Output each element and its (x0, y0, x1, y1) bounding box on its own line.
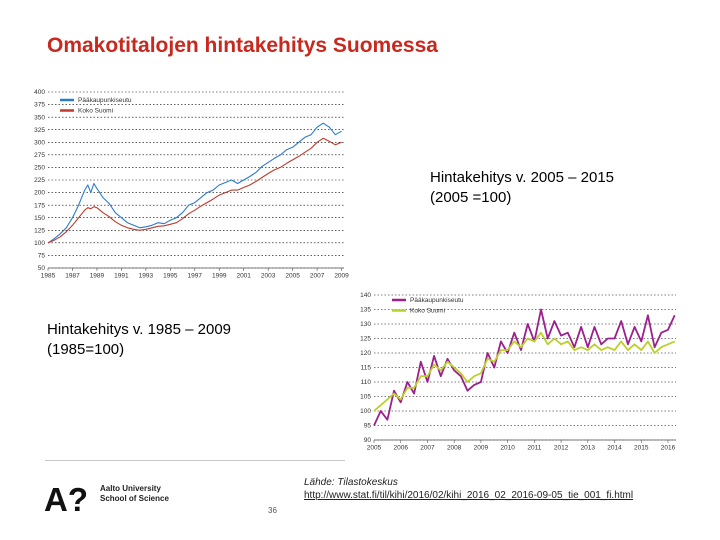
logo-mark: A? (44, 482, 88, 516)
caption-2005-2015-line2: (2005 =100) (430, 189, 512, 206)
y-tick-label: 375 (34, 101, 45, 109)
y-tick-label: 125 (34, 227, 45, 235)
x-tick-label: 2007 (309, 272, 325, 280)
y-tick-label: 225 (34, 177, 45, 185)
footer-divider (45, 460, 345, 461)
series-line-paakaupunkiseutu (48, 123, 342, 243)
y-tick-label: 125 (360, 335, 371, 343)
y-tick-label: 275 (34, 152, 45, 160)
y-tick-label: 400 (34, 89, 45, 97)
x-tick-label: 1991 (114, 272, 129, 280)
y-tick-label: 135 (360, 306, 371, 314)
x-tick-label: 2001 (236, 272, 251, 280)
x-tick-label: 2010 (500, 444, 515, 452)
x-tick-label: 2016 (660, 444, 676, 452)
y-tick-label: 300 (34, 139, 45, 147)
y-tick-label: 250 (34, 164, 45, 172)
y-tick-label: 75 (37, 252, 45, 260)
y-tick-label: 120 (360, 350, 371, 358)
x-tick-label: 1997 (187, 272, 203, 280)
x-tick-label: 2009 (473, 444, 489, 452)
x-tick-label: 2011 (527, 444, 542, 452)
source-link[interactable]: http://www.stat.fi/til/kihi/2016/02/kihi_2016_02_2016-09-05_tie_001_fi.html (304, 490, 634, 501)
x-tick-label: 1987 (65, 272, 80, 280)
chart-2005-2015 (348, 290, 688, 460)
x-tick-label: 2009 (334, 272, 349, 280)
university-line2: School of Science (100, 494, 169, 503)
x-tick-label: 2007 (420, 444, 435, 452)
y-tick-label: 105 (360, 393, 371, 401)
caption-2005-2015-line1: Hintakehitys v. 2005 – 2015 (430, 169, 615, 186)
x-tick-label: 1985 (40, 272, 56, 280)
aalto-logo-icon (44, 482, 96, 516)
caption-1985-2009-line2: (1985=100) (47, 341, 125, 358)
y-tick-label: 95 (363, 422, 371, 430)
y-tick-label: 50 (37, 265, 45, 273)
y-tick-label: 175 (34, 202, 45, 210)
x-tick-label: 1999 (212, 272, 227, 280)
y-tick-label: 90 (363, 437, 371, 445)
legend-label: Koko Suomi (78, 107, 114, 115)
y-tick-label: 350 (34, 114, 45, 122)
y-tick-label: 200 (34, 189, 45, 197)
y-tick-label: 150 (34, 214, 45, 222)
x-tick-label: 2005 (366, 444, 382, 452)
slide-title: Omakotitalojen hintakehitys Suomessa (47, 34, 438, 57)
x-tick-label: 1989 (89, 272, 105, 280)
legend-label: Koko Suomi (410, 307, 446, 315)
x-tick-label: 1993 (138, 272, 154, 280)
y-tick-label: 110 (360, 379, 371, 387)
x-tick-label: 2003 (260, 272, 276, 280)
x-tick-label: 2008 (446, 444, 462, 452)
y-tick-label: 130 (360, 321, 371, 329)
y-tick-label: 325 (34, 126, 45, 134)
caption-1985-2009 (47, 320, 231, 360)
x-tick-label: 2013 (580, 444, 596, 452)
y-tick-label: 115 (360, 364, 371, 372)
caption-2005-2015 (430, 168, 614, 208)
x-tick-label: 2005 (285, 272, 300, 280)
source-note (304, 476, 633, 502)
x-tick-label: 2015 (634, 444, 649, 452)
university-line1: Aalto University (100, 484, 161, 493)
source-label: Lähde: Tilastokeskus (304, 477, 398, 488)
x-tick-label: 2012 (553, 444, 569, 452)
y-tick-label: 100 (34, 240, 45, 248)
y-tick-label: 140 (360, 292, 371, 300)
university-name (100, 484, 169, 504)
page-number: 36 (268, 506, 277, 515)
legend-label: Pääkaupunkiseutu (78, 97, 132, 105)
legend-label: Pääkaupunkiseutu (410, 297, 464, 305)
x-tick-label: 1995 (163, 272, 178, 280)
chart-1985-2009 (26, 86, 356, 286)
x-tick-label: 2014 (607, 444, 622, 452)
x-tick-label: 2006 (393, 444, 408, 452)
caption-1985-2009-line1: Hintakehitys v. 1985 – 2009 (47, 321, 232, 338)
y-tick-label: 100 (360, 408, 371, 416)
